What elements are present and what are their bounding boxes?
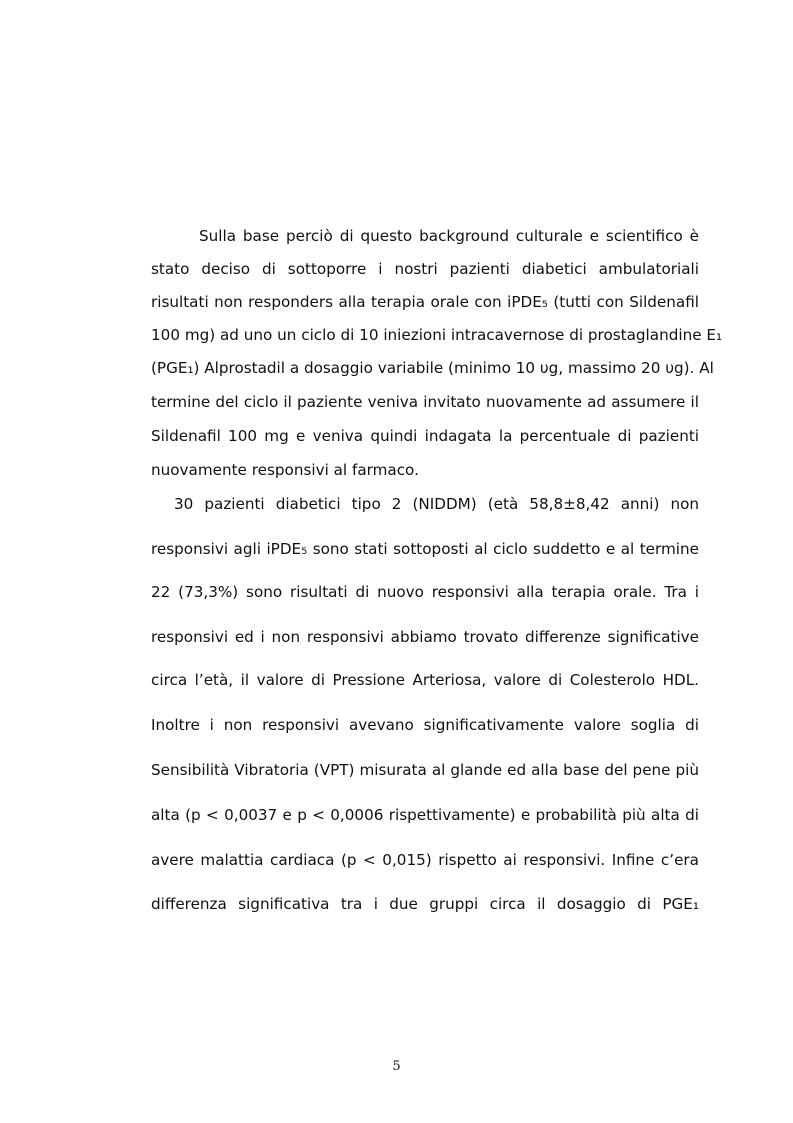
text-line: responsivi ed i non responsivi abbiamo trovato differenze significative [151,628,699,646]
text-line: risultati non responders alla terapia orale con iPDE₅ (tutti con Sildenafil [151,293,699,311]
text-line: 22 (73,3%) sono risultati di nuovo responsivi alla terapia orale. Tra i [151,583,699,601]
text-line: nuovamente responsivi al farmaco. [151,461,419,479]
text-line: Sildenafil 100 mg e veniva quindi indagata la percentuale di pazienti [151,427,699,445]
text-line: avere malattia cardiaca (p < 0,015) rispetto ai responsivi. Infine c’era [151,851,699,869]
text-line: responsivi agli iPDE₅ sono stati sottoposti al ciclo suddetto e al termine [151,540,699,558]
text-line: circa l’età, il valore di Pressione Arteriosa, valore di Colesterolo HDL. [151,671,699,689]
text-line: Sensibilità Vibratoria (VPT) misurata al glande ed alla base del pene più [151,761,699,779]
page-number: 5 [392,1059,401,1074]
text-line: 100 mg) ad uno un ciclo di 10 iniezioni intracavernose di prostaglandine E₁ [151,326,723,344]
text-line: termine del ciclo il paziente veniva invitato nuovamente ad assumere il [151,393,699,411]
text-line: 30 pazienti diabetici tipo 2 (NIDDM) (età 58,8±8,42 anni) non [174,495,699,513]
text-line: stato deciso di sottoporre i nostri pazienti diabetici ambulatoriali [151,260,699,278]
text-line: Sulla base perciò di questo background culturale e scientifico è [199,227,699,245]
text-line: alta (p < 0,0037 e p < 0,0006 rispettivamente) e probabilità più alta di [151,806,699,824]
text-line: differenza significativa tra i due gruppi circa il dosaggio di PGE₁ [151,895,699,913]
text-line: Inoltre i non responsivi avevano significativamente valore soglia di [151,716,699,734]
text-line: (PGE₁) Alprostadil a dosaggio variabile (minimo 10 υg, massimo 20 υg). Al [151,359,714,377]
